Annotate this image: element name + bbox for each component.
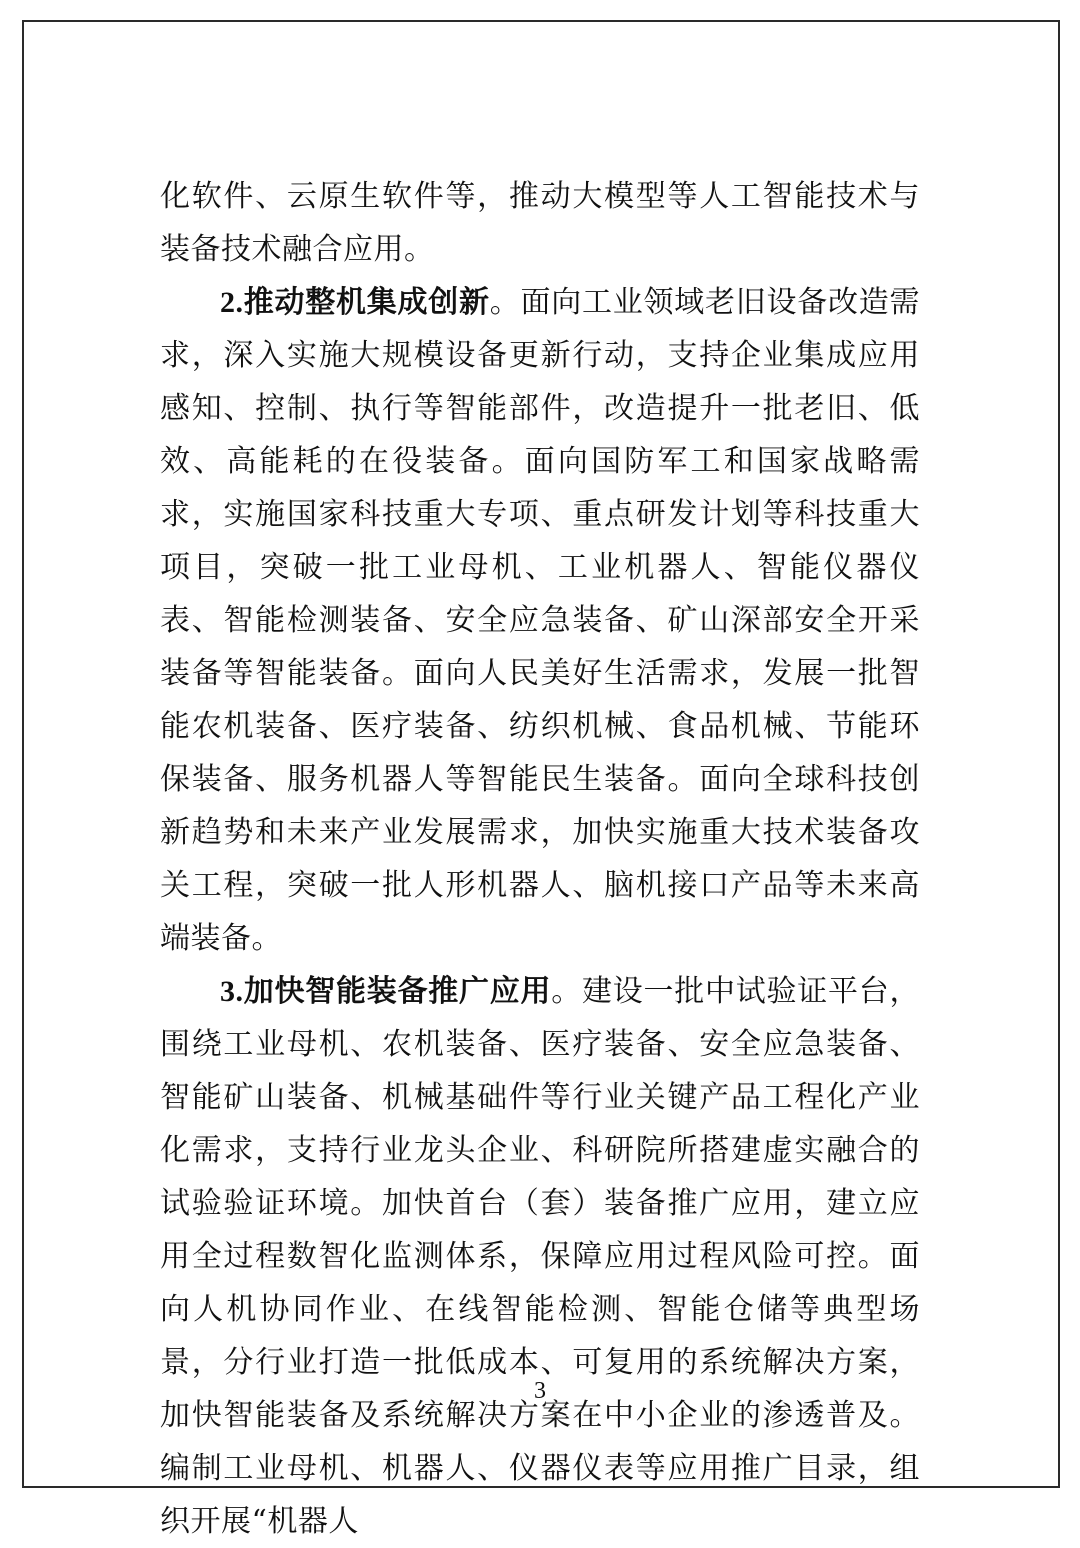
paragraph-text: 。面向工业领域老旧设备改造需求，深入实施大规模设备更新行动，支持企业集成应用感知、控制、执行等智能部件，改造提升一批老旧、低效、高能耗的在役装备。面向国防军工和国家战略需求，实施国家科技重大专项、重点研发计划等科技重大项目，突破一批工业母机、工业机器人、智能仪器仪表、智能检测装备、安全应急装备、矿山深部安全开采装备等智能装备。面向人民美好生活需求，发展一批智能农机装备、医疗装备、纺织机械、食品机械、节能环保装备、服务机器人等智能民生装备。面向全球科技创新趋势和未来产业发展需求，加快实施重大技术装备攻关工程，突破一批人形机器人、脑机接口产品等未来高端装备。 xyxy=(160,285,920,956)
paragraph-text: 化软件、云原生软件等，推动大模型等人工智能技术与装备技术融合应用。 xyxy=(160,179,920,267)
paragraph-section-2 xyxy=(160,276,920,965)
section-heading: 加快智能装备推广应用 xyxy=(243,974,552,1009)
document-body xyxy=(160,170,920,1548)
section-number: 3. xyxy=(220,975,244,1008)
section-number: 2. xyxy=(220,286,244,319)
section-heading: 推动整机集成创新 xyxy=(243,285,490,320)
paragraph-continuation xyxy=(160,170,920,276)
paragraph-text: 。建设一批中试验证平台，围绕工业母机、农机装备、医疗装备、安全应急装备、智能矿山装备、机械基础件等行业关键产品工程化产业化需求，支持行业龙头企业、科研院所搭建虚实融合的试验验证环境。加快首台（套）装备推广应用，建立应用全过程数智化监测体系，保障应用过程风险可控。面向人机协同作业、在线智能检测、智能仓储等典型场景，分行业打造一批低成本、可复用的系统解决方案，加快智能装备及系统解决方案在中小企业的渗透普及。编制工业母机、机器人、仪器仪表等应用推广目录，组织开展“机器人 xyxy=(160,974,920,1539)
paragraph-section-3 xyxy=(160,965,920,1548)
page-number: 3 xyxy=(534,1378,546,1404)
